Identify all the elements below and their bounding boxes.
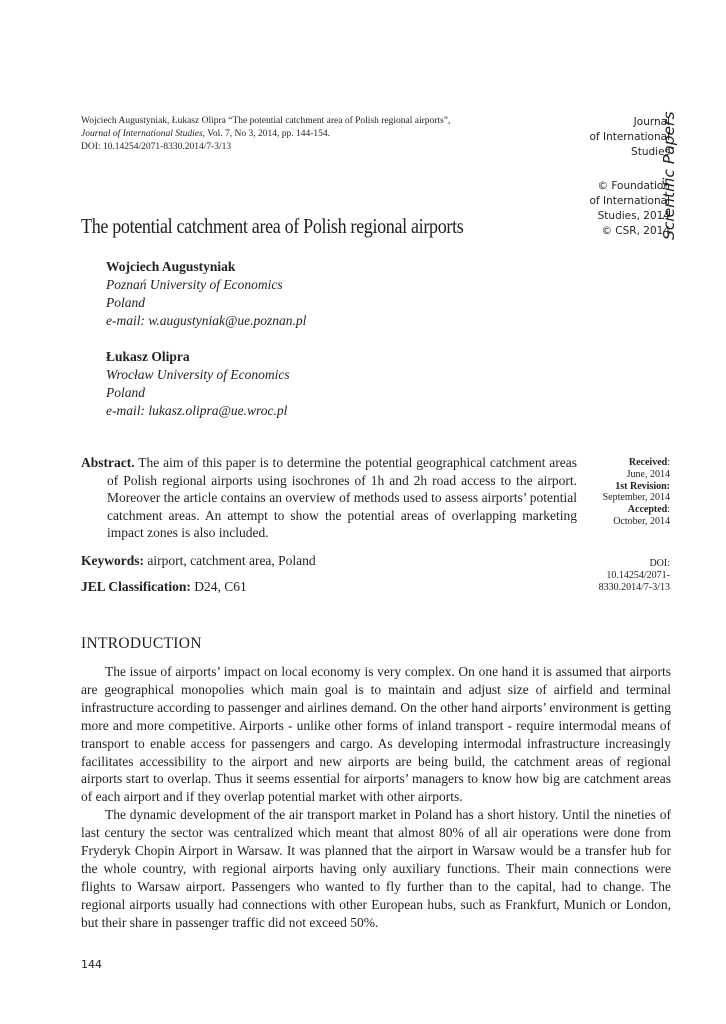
- author-email: e-mail: lukasz.olipra@ue.wroc.pl: [106, 403, 288, 418]
- author-2: [106, 348, 290, 420]
- author-name: Wojciech Augustyniak: [106, 259, 236, 274]
- author-name: Łukasz Olipra: [106, 349, 190, 364]
- received-date: June, 2014: [626, 468, 670, 480]
- journal-line-2: of International: [589, 131, 670, 143]
- journal-line-1: Journal: [633, 116, 670, 128]
- accepted-label: Accepted: [627, 504, 668, 516]
- keywords-value: airport, catchment area, Poland: [147, 553, 316, 568]
- csr-line: © CSR, 2014: [601, 225, 670, 237]
- scientific-papers-label: Scientific Papers: [660, 111, 678, 240]
- jel-value: D24, C61: [194, 579, 247, 594]
- journal-block: [540, 115, 670, 239]
- doi-line-1: DOI:: [649, 558, 670, 569]
- citation-volume-pages: , Vol. 7, No 3, 2014, pp. 144-154.: [202, 129, 331, 139]
- citation-line-2: [81, 128, 541, 141]
- jel-classification: [81, 579, 247, 595]
- introduction-body: [81, 663, 671, 932]
- citation-line-1: Wojciech Augustyniak, Łukasz Olipra “The potential catchment area of Polish regional airports”,: [81, 116, 451, 126]
- author-country: Poland: [106, 385, 145, 400]
- citation-journal-name: Journal of International Studies: [81, 129, 203, 139]
- author-email: e-mail: w.augustyniak@ue.poznan.pl: [106, 313, 307, 328]
- paragraph: The dynamic development of the air transport market in Poland has a short history. Until the nineties of last century the sector was centralized which meant that almost 80% of all air operations were done from Fryderyk Chopin Airport in Warsaw. It was planned that the airport in Warsaw would be a transfer hub for the whole country, with regional airports having only auxiliary functions. Their main connections were flights to Warsaw airport. Passengers who wanted to fly further than to the capital, had to change. The regional airports usually had connections with other European hubs, such as Frankfurt, Munich or London, but their share in passenger traffic did not exceed 50%.: [81, 807, 671, 930]
- section-heading-introduction: INTRODUCTION: [81, 635, 202, 652]
- keywords: [81, 553, 316, 569]
- revision-label: 1st Revision:: [615, 480, 670, 492]
- author-country: Poland: [106, 295, 145, 310]
- doi-line-3: 8330.2014/7-3/13: [598, 581, 670, 593]
- abstract-label: Abstract.: [81, 455, 135, 470]
- author-1: [106, 258, 306, 330]
- keywords-label: Keywords:: [81, 553, 144, 568]
- foundation-line-3: Studies, 2014: [597, 210, 670, 222]
- foundation-line-1: © Foundation: [597, 180, 670, 192]
- foundation-line-2: of International: [589, 195, 670, 207]
- journal-line-3: Studies: [631, 146, 670, 158]
- abstract-text: The aim of this paper is to determine the potential geographical catchment areas of Polish regional airports using isochrones of 1h and 2h road access to the airport. Moreover the article contains an overview of methods used to assess airports’ potential catchment areas. An attempt to show the potential areas of overlapping marketing impact zones is also included.: [107, 455, 577, 541]
- paragraph: The issue of airports’ impact on local economy is very complex. On one hand it is assumed that airports are geographical monopolies which main goal is to maintain and adjust size of airfield and terminal infrastructure according to passenger and airlines demand. On the other hand airports’ environment is getting more and more competitive. Airports - unlike other forms of inland transport - require intermodal means of transport to enable access for passengers and cargo. As developing intermodal infrastructure increasingly facilitates accessibility to the airport and new airports are being build, the catchment areas of regional airports start to overlap. Thus it seems essential for airports’ managers to know how big are catchment areas of each airport and if they overlap potential market with other airports.: [81, 664, 671, 805]
- revision-date: September, 2014: [602, 492, 670, 504]
- accepted-date: October, 2014: [613, 515, 670, 527]
- received-label: Received: [628, 457, 668, 468]
- paper-title: The potential catchment area of Polish regional airports: [81, 214, 464, 238]
- citation-doi: DOI: 10.14254/2071-8330.2014/7-3/13: [81, 142, 232, 152]
- author-affiliation: Wrocław University of Economics: [106, 367, 290, 382]
- doi-line-2: 10.14254/2071-: [606, 569, 670, 581]
- jel-label: JEL Classification:: [81, 579, 191, 594]
- received-row: Received:: [628, 457, 670, 468]
- page-number: 144: [81, 958, 102, 971]
- submission-dates: Received: June, 2014 1st Revision: September, 2014 Accepted: October, 2014: [590, 457, 670, 528]
- abstract: [81, 454, 577, 542]
- doi-block: [566, 558, 670, 593]
- citation-block: [81, 115, 541, 154]
- author-affiliation: Poznań University of Economics: [106, 277, 283, 292]
